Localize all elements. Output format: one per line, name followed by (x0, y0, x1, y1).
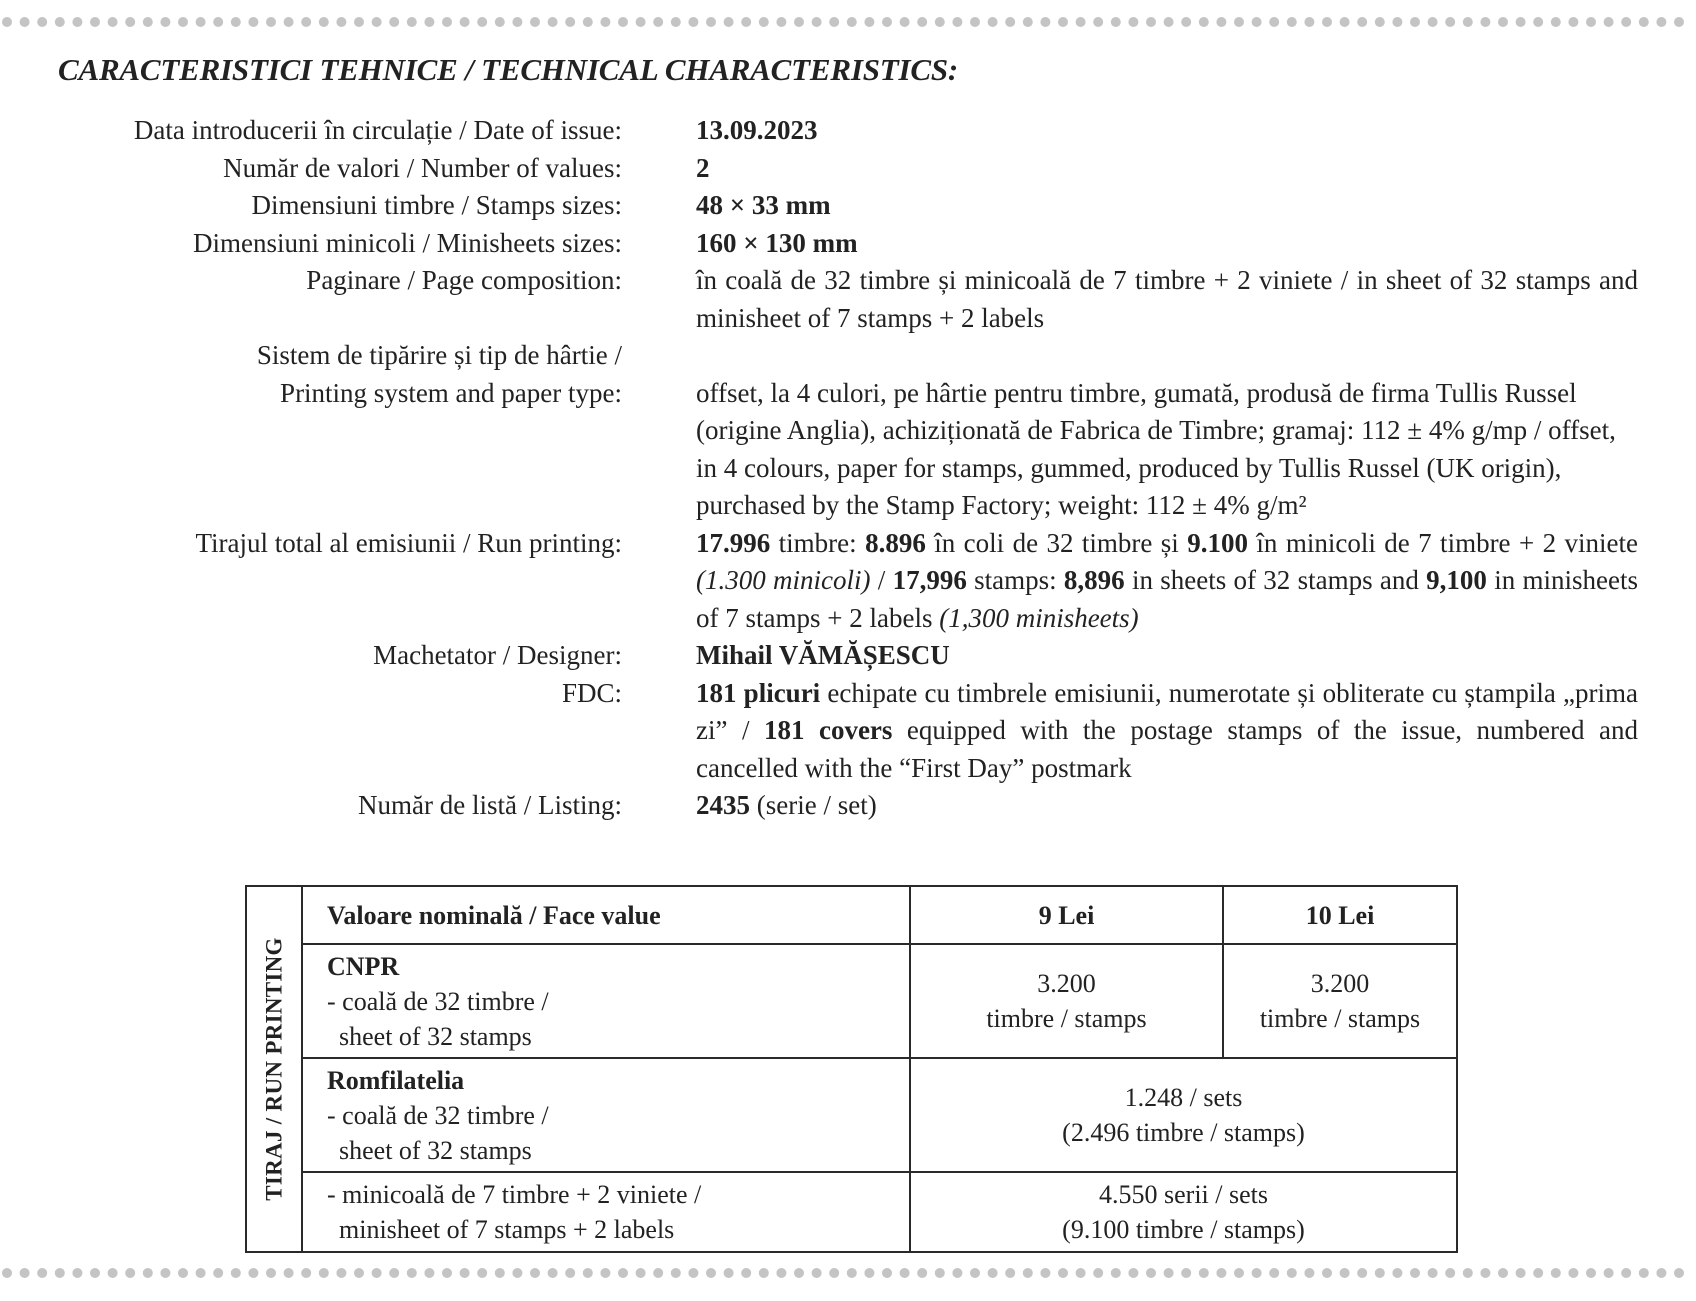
spec-label: FDC: (561, 677, 622, 708)
spec-label-line: Sistem de tipărire și tip de hârtie / (256, 340, 622, 370)
table-row (246, 944, 1457, 1058)
spec-label: Număr de listă / Listing: (358, 790, 622, 820)
spec-run-printing (0, 525, 1696, 638)
table-row (246, 1172, 1457, 1252)
value-part: 17,996 (892, 565, 967, 595)
value-9-lei-header: 9 Lei (910, 886, 1223, 944)
value-10-lei-header: 10 Lei (1223, 886, 1457, 944)
value-part: 9.100 (1187, 527, 1248, 558)
value-part: / (870, 565, 893, 595)
value-part: 9,100 (1426, 565, 1487, 595)
section-heading: CARACTERISTICI TEHNICE / TECHNICAL CHARACTERISTICS: (58, 52, 958, 87)
spec-stamp-sizes (0, 187, 1696, 225)
face-value-header: Valoare nominală / Face value (302, 886, 910, 944)
cell-line: 4.550 serii / sets (1099, 1180, 1268, 1209)
cnpr-10-lei-cell (1223, 944, 1457, 1058)
spec-number-of-values (0, 150, 1696, 188)
spec-value: 160 × 130 mm (696, 227, 858, 258)
spec-value (696, 787, 1638, 825)
side-label: TIRAJ / RUN PRINTING (261, 937, 287, 1201)
spec-label: Data introducerii în circulație / Date of issue: (133, 115, 622, 145)
spec-printing-system (0, 337, 1696, 525)
row-line: - coală de 32 timbre / (327, 986, 549, 1016)
spec-fdc (0, 675, 1696, 788)
spec-label: Dimensiuni minicoli / Minisheets sizes: (193, 227, 622, 258)
cell-line: timbre / stamps (1259, 1004, 1421, 1033)
value-part: in minisheets of 7 stamps + 2 labels (696, 565, 1638, 633)
dotted-rule-bottom (0, 1267, 1696, 1279)
spec-label: Dimensiuni timbre / Stamps sizes: (251, 190, 622, 220)
value-part: 181 plicuri (696, 677, 821, 708)
value-part: (1.300 minicoli) (696, 565, 871, 595)
minisheet-cell (302, 1172, 910, 1252)
spec-label: Tirajul total al emisiunii / Run printing: (195, 527, 622, 558)
romfilatelia-value-cell (910, 1058, 1457, 1172)
spec-value: 48 × 33 mm (696, 190, 831, 220)
table-header-row (246, 886, 1457, 944)
cnpr-9-lei-cell (910, 944, 1223, 1058)
spec-page-composition (0, 262, 1696, 337)
value-part: 8.896 (865, 527, 926, 558)
spec-listing (0, 787, 1696, 825)
cell-line: (2.496 timbre / stamps) (1062, 1118, 1305, 1147)
value-part: 181 covers (763, 715, 893, 745)
value-part: timbre: (770, 527, 866, 558)
row-line: minisheet of 7 stamps + 2 labels (339, 1215, 675, 1244)
row-line: - minicoală de 7 timbre + 2 viniete / (327, 1180, 702, 1209)
cell-line: 1.248 / sets (1124, 1083, 1243, 1112)
value-part: în coli de 32 timbre și (925, 527, 1188, 558)
spec-value: offset, la 4 culori, pe hârtie pentru timbre, gumată, produsă de firma Tullis Russel (origine Anglia), achiziționată de Fabrica de Timbre; gramaj: 112 ± 4% g/mp / offset, in 4 colours, paper for stamps, gummed, produced by Tullis Russel (UK origin), purchased by the Stamp Factory; weight: 112 ± 4% g/m² (696, 377, 1616, 520)
run-printing-table (245, 885, 1458, 1253)
dotted-rule-top (0, 16, 1696, 28)
value-part: (serie / set) (750, 790, 877, 820)
row-line: sheet of 32 stamps (339, 1021, 532, 1051)
value-part: 2435 (696, 790, 750, 820)
spec-value: Mihail VĂMĂȘESCU (696, 640, 950, 670)
value-part: equipped with the postage stamps of the issue, numbered and cancelled with the “First Day” postmark (696, 715, 1638, 783)
side-label-cell (246, 886, 302, 1252)
row-title: CNPR (327, 951, 400, 981)
minisheet-value-cell (910, 1172, 1457, 1252)
spec-label (0, 337, 622, 525)
cell-line: 3.200 (1037, 969, 1096, 998)
value-part: echipate cu timbrele emisiunii, numerotate și obliterate cu ștampila „prima zi” / (696, 677, 1639, 745)
row-title: Romfilatelia (327, 1065, 465, 1095)
value-part: in sheets of 32 stamps and (1124, 565, 1427, 595)
spec-value (696, 675, 1638, 788)
value-part: 8,896 (1063, 565, 1125, 595)
cnpr-cell (302, 944, 910, 1058)
spec-label-line: Printing system and paper type: (280, 377, 622, 408)
spec-value: în coală de 32 timbre și minicoală de 7 timbre + 2 viniete / in sheet of 32 stamps and minisheet of 7 stamps + 2 labels (696, 265, 1638, 333)
cell-line: 3.200 (1310, 969, 1370, 998)
spec-date-of-issue (0, 112, 1696, 150)
romfilatelia-cell (302, 1058, 910, 1172)
spec-minisheet-sizes (0, 225, 1696, 263)
spec-designer (0, 637, 1696, 675)
spec-value: 2 (696, 152, 710, 183)
cell-line: (9.100 timbre / stamps) (1062, 1215, 1305, 1244)
row-line: sheet of 32 stamps (339, 1135, 532, 1165)
value-part: în minicoli de 7 timbre + 2 viniete (1247, 527, 1638, 558)
spec-label: Paginare / Page composition: (306, 265, 622, 295)
value-part: stamps: (966, 565, 1064, 595)
value-part: 17.996 (696, 527, 771, 558)
spec-label: Număr de valori / Number of values: (223, 152, 622, 183)
spec-label: Machetator / Designer: (373, 640, 622, 670)
value-part: (1,300 minisheets) (939, 602, 1139, 633)
technical-specs (0, 112, 1696, 825)
table-row (246, 1058, 1457, 1172)
row-line: - coală de 32 timbre / (327, 1100, 549, 1130)
cell-line: timbre / stamps (986, 1004, 1147, 1033)
spec-value (696, 525, 1638, 638)
spec-value: 13.09.2023 (696, 115, 818, 145)
